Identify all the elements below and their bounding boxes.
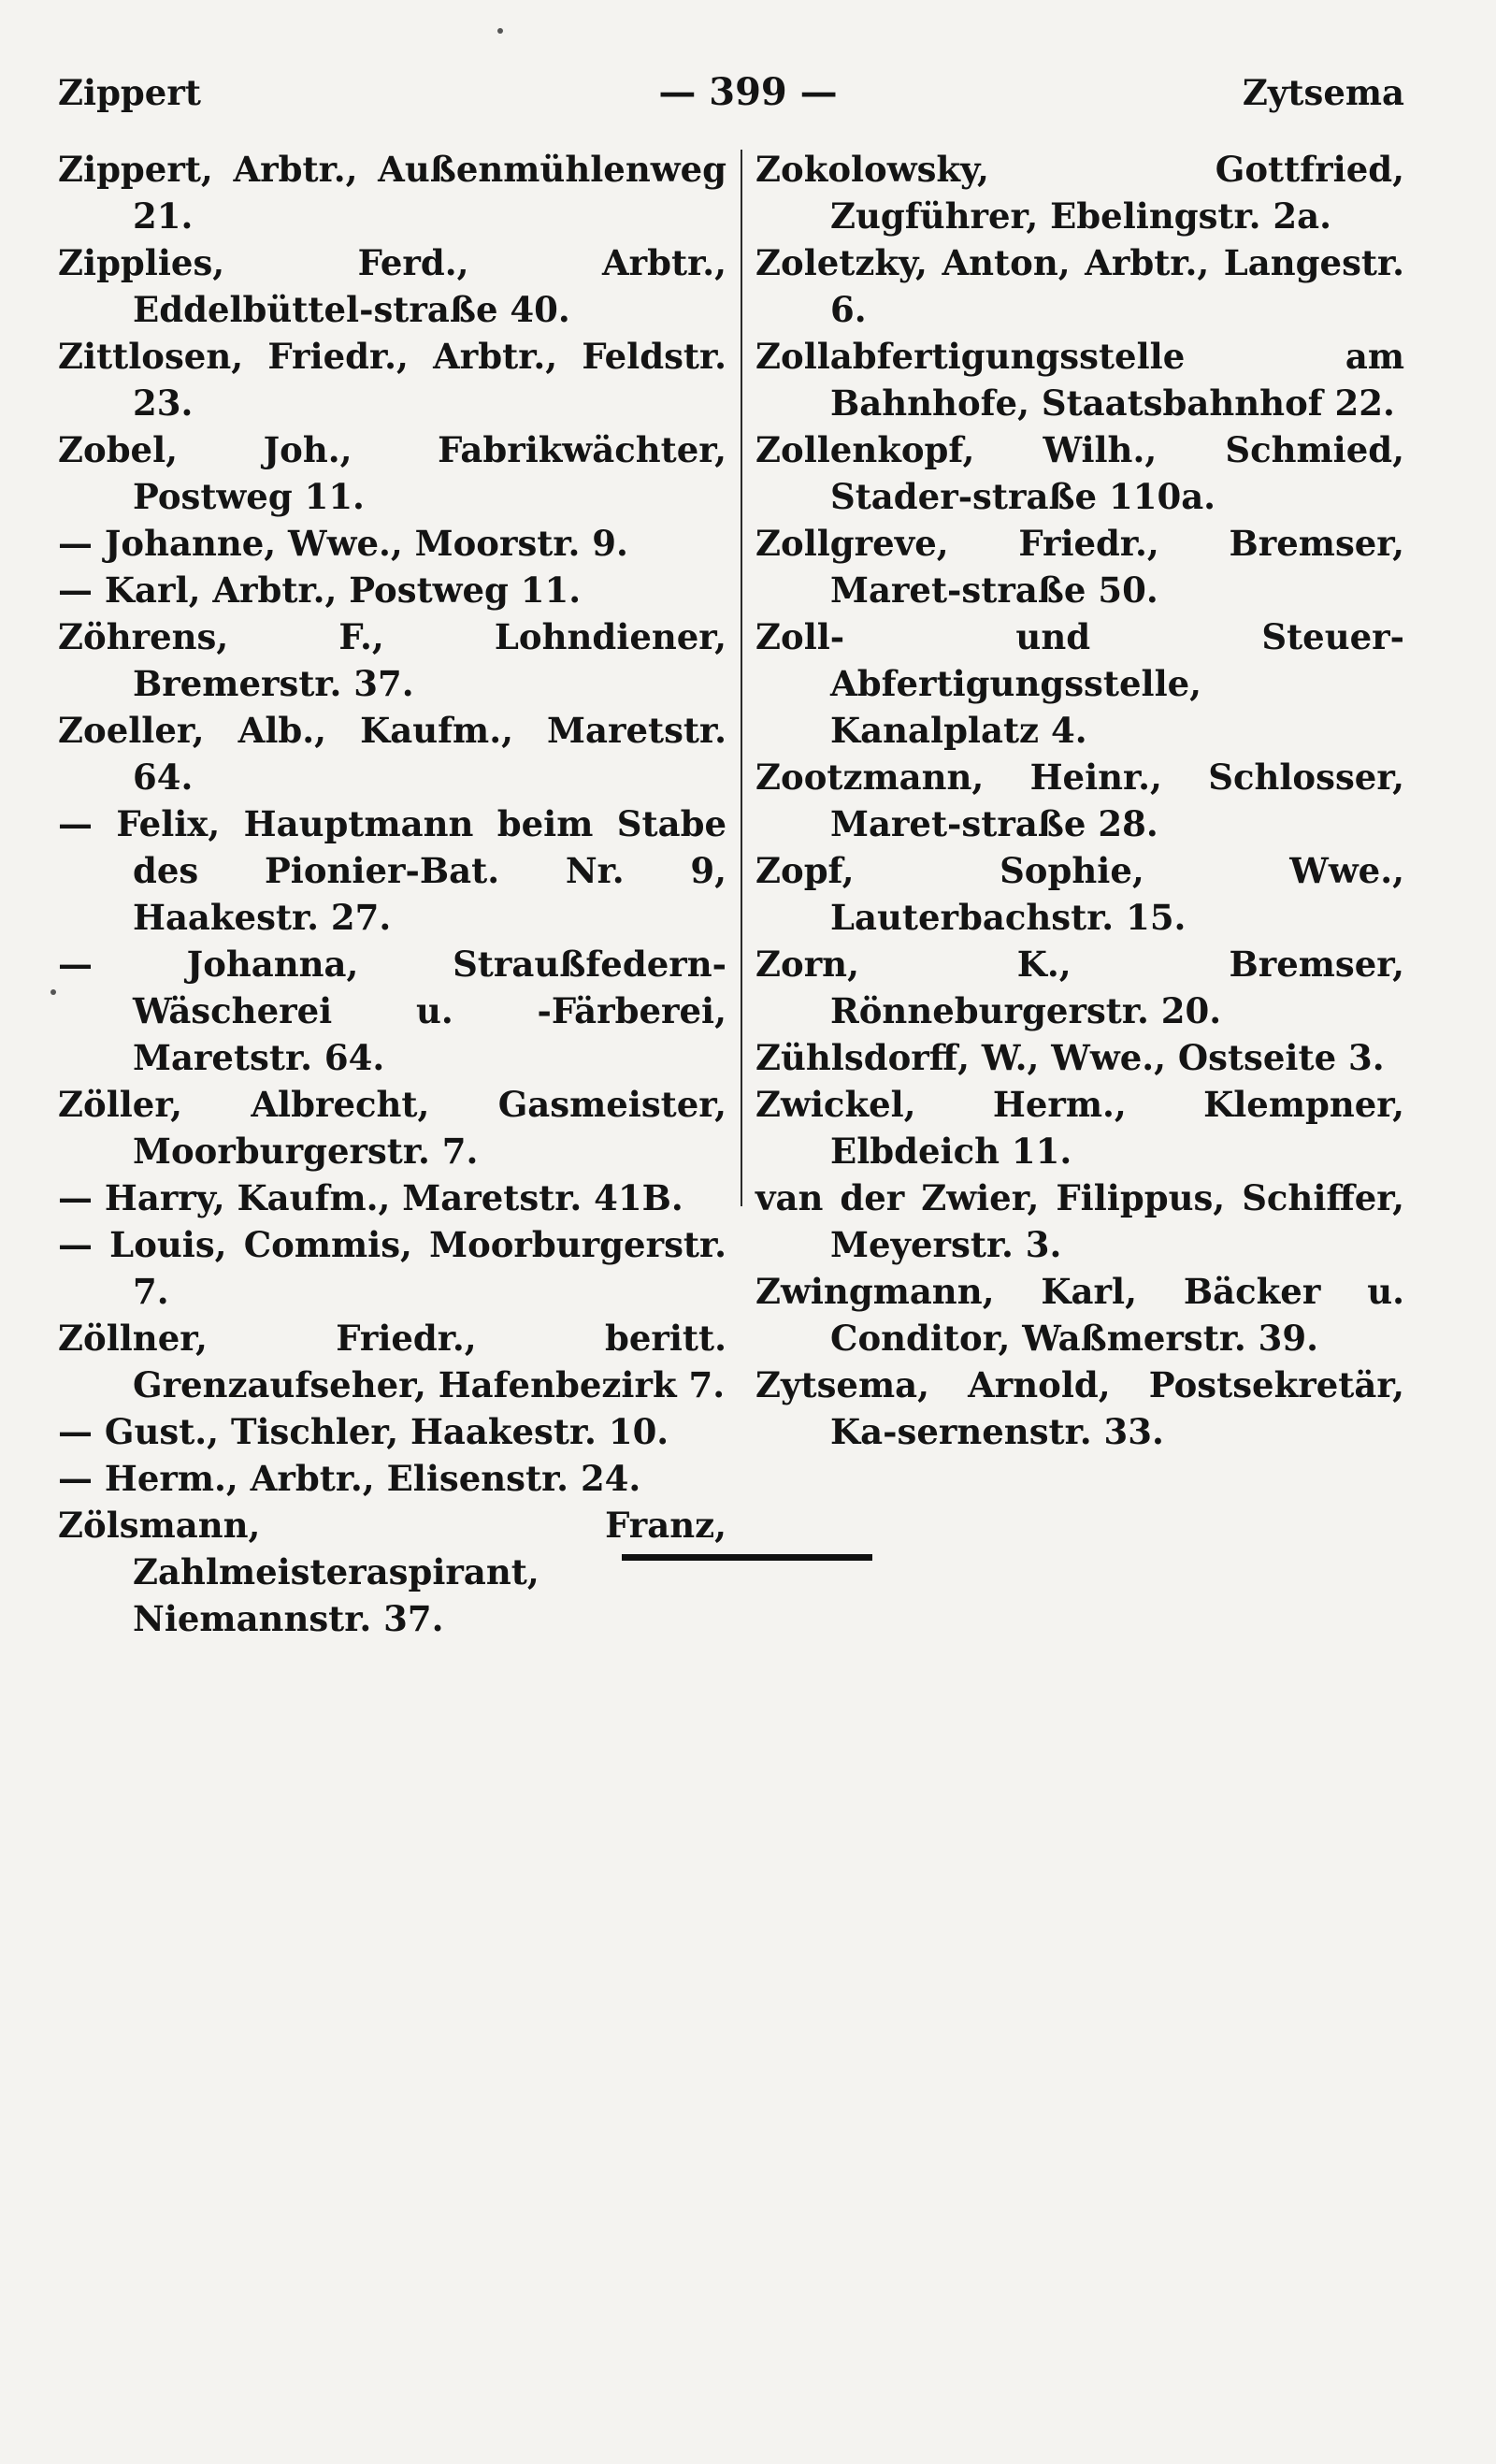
- directory-entry: Zorn, K., Bremser, Rönneburgerstr. 20.: [755, 944, 1404, 1031]
- directory-entry: Zoeller, Alb., Kaufm., Maretstr. 64.: [58, 710, 726, 798]
- directory-entry: — Herm., Arbtr., Elisenstr. 24.: [58, 1458, 641, 1499]
- page-number: — 399 —: [658, 70, 838, 114]
- directory-entry: Zootzmann, Heinr., Schlosser, Maret-straße 28.: [755, 756, 1404, 844]
- directory-entry: Zipplies, Ferd., Arbtr., Eddelbüttel-straße 40.: [58, 242, 726, 330]
- directory-entry: Zöhrens, F., Lohndiener, Bremerstr. 37.: [58, 616, 726, 704]
- directory-entry: Zokolowsky, Gottfried, Zugführer, Ebelingstr. 2a.: [755, 149, 1404, 237]
- directory-entry: — Gust., Tischler, Haakestr. 10.: [58, 1411, 669, 1452]
- directory-entry: — Louis, Commis, Moorburgerstr. 7.: [58, 1224, 726, 1312]
- running-head-left: Zippert: [58, 72, 201, 113]
- directory-entry: Zühlsdorff, W., Wwe., Ostseite 3.: [755, 1037, 1385, 1078]
- directory-entry: Zollenkopf, Wilh., Schmied, Stader-straße 110a.: [755, 429, 1404, 517]
- left-column: [58, 146, 726, 1642]
- directory-entry: — Felix, Hauptmann beim Stabe des Pionier-Bat. Nr. 9, Haakestr. 27.: [58, 803, 726, 938]
- directory-entry: Zoll- und Steuer-Abfertigungsstelle, Kanalplatz 4.: [755, 616, 1404, 751]
- directory-entry: Zöller, Albrecht, Gasmeister, Moorburgerstr. 7.: [58, 1084, 726, 1172]
- directory-entry: van der Zwier, Filippus, Schiffer, Meyerstr. 3.: [755, 1177, 1404, 1265]
- directory-entry: Zollabfertigungsstelle am Bahnhofe, Staatsbahnhof 22.: [755, 336, 1404, 424]
- right-column: [755, 146, 1404, 1455]
- directory-entry: Zopf, Sophie, Wwe., Lauterbachstr. 15.: [755, 850, 1404, 938]
- directory-entry: Zittlosen, Friedr., Arbtr., Feldstr. 23.: [58, 336, 726, 424]
- directory-entry: Zollgreve, Friedr., Bremser, Maret-straße 50.: [755, 523, 1404, 611]
- directory-entry: — Harry, Kaufm., Maretstr. 41B.: [58, 1177, 683, 1218]
- directory-entry: Zoletzky, Anton, Arbtr., Langestr. 6.: [755, 242, 1404, 330]
- running-head-right: Zytsema: [1242, 72, 1404, 113]
- entry-columns: [58, 146, 1404, 1639]
- directory-entry: Zippert, Arbtr., Außenmühlenweg 21.: [58, 149, 726, 237]
- directory-entry: Zwickel, Herm., Klempner, Elbdeich 11.: [755, 1084, 1404, 1172]
- directory-entry: — Karl, Arbtr., Postweg 11.: [58, 569, 582, 611]
- print-speck: [50, 989, 56, 995]
- directory-entry: Zwingmann, Karl, Bäcker u. Conditor, Waßmerstr. 39.: [755, 1271, 1404, 1359]
- directory-entry: Zölsmann, Franz, Zahlmeisteraspirant, Niemannstr. 37.: [58, 1505, 726, 1639]
- print-speck: [497, 28, 503, 34]
- directory-entry: — Johanna, Straußfedern-Wäscherei u. -Färberei, Maretstr. 64.: [58, 944, 726, 1078]
- directory-entry: Zytsema, Arnold, Postsekretär, Ka-sernenstr. 33.: [755, 1364, 1404, 1452]
- directory-entry: Zöllner, Friedr., beritt. Grenzaufseher, Hafenbezirk 7.: [58, 1318, 726, 1405]
- column-divider: [741, 150, 742, 1206]
- end-rule: [622, 1554, 872, 1561]
- directory-entry: — Johanne, Wwe., Moorstr. 9.: [58, 523, 628, 564]
- directory-entry: Zobel, Joh., Fabrikwächter, Postweg 11.: [58, 429, 726, 517]
